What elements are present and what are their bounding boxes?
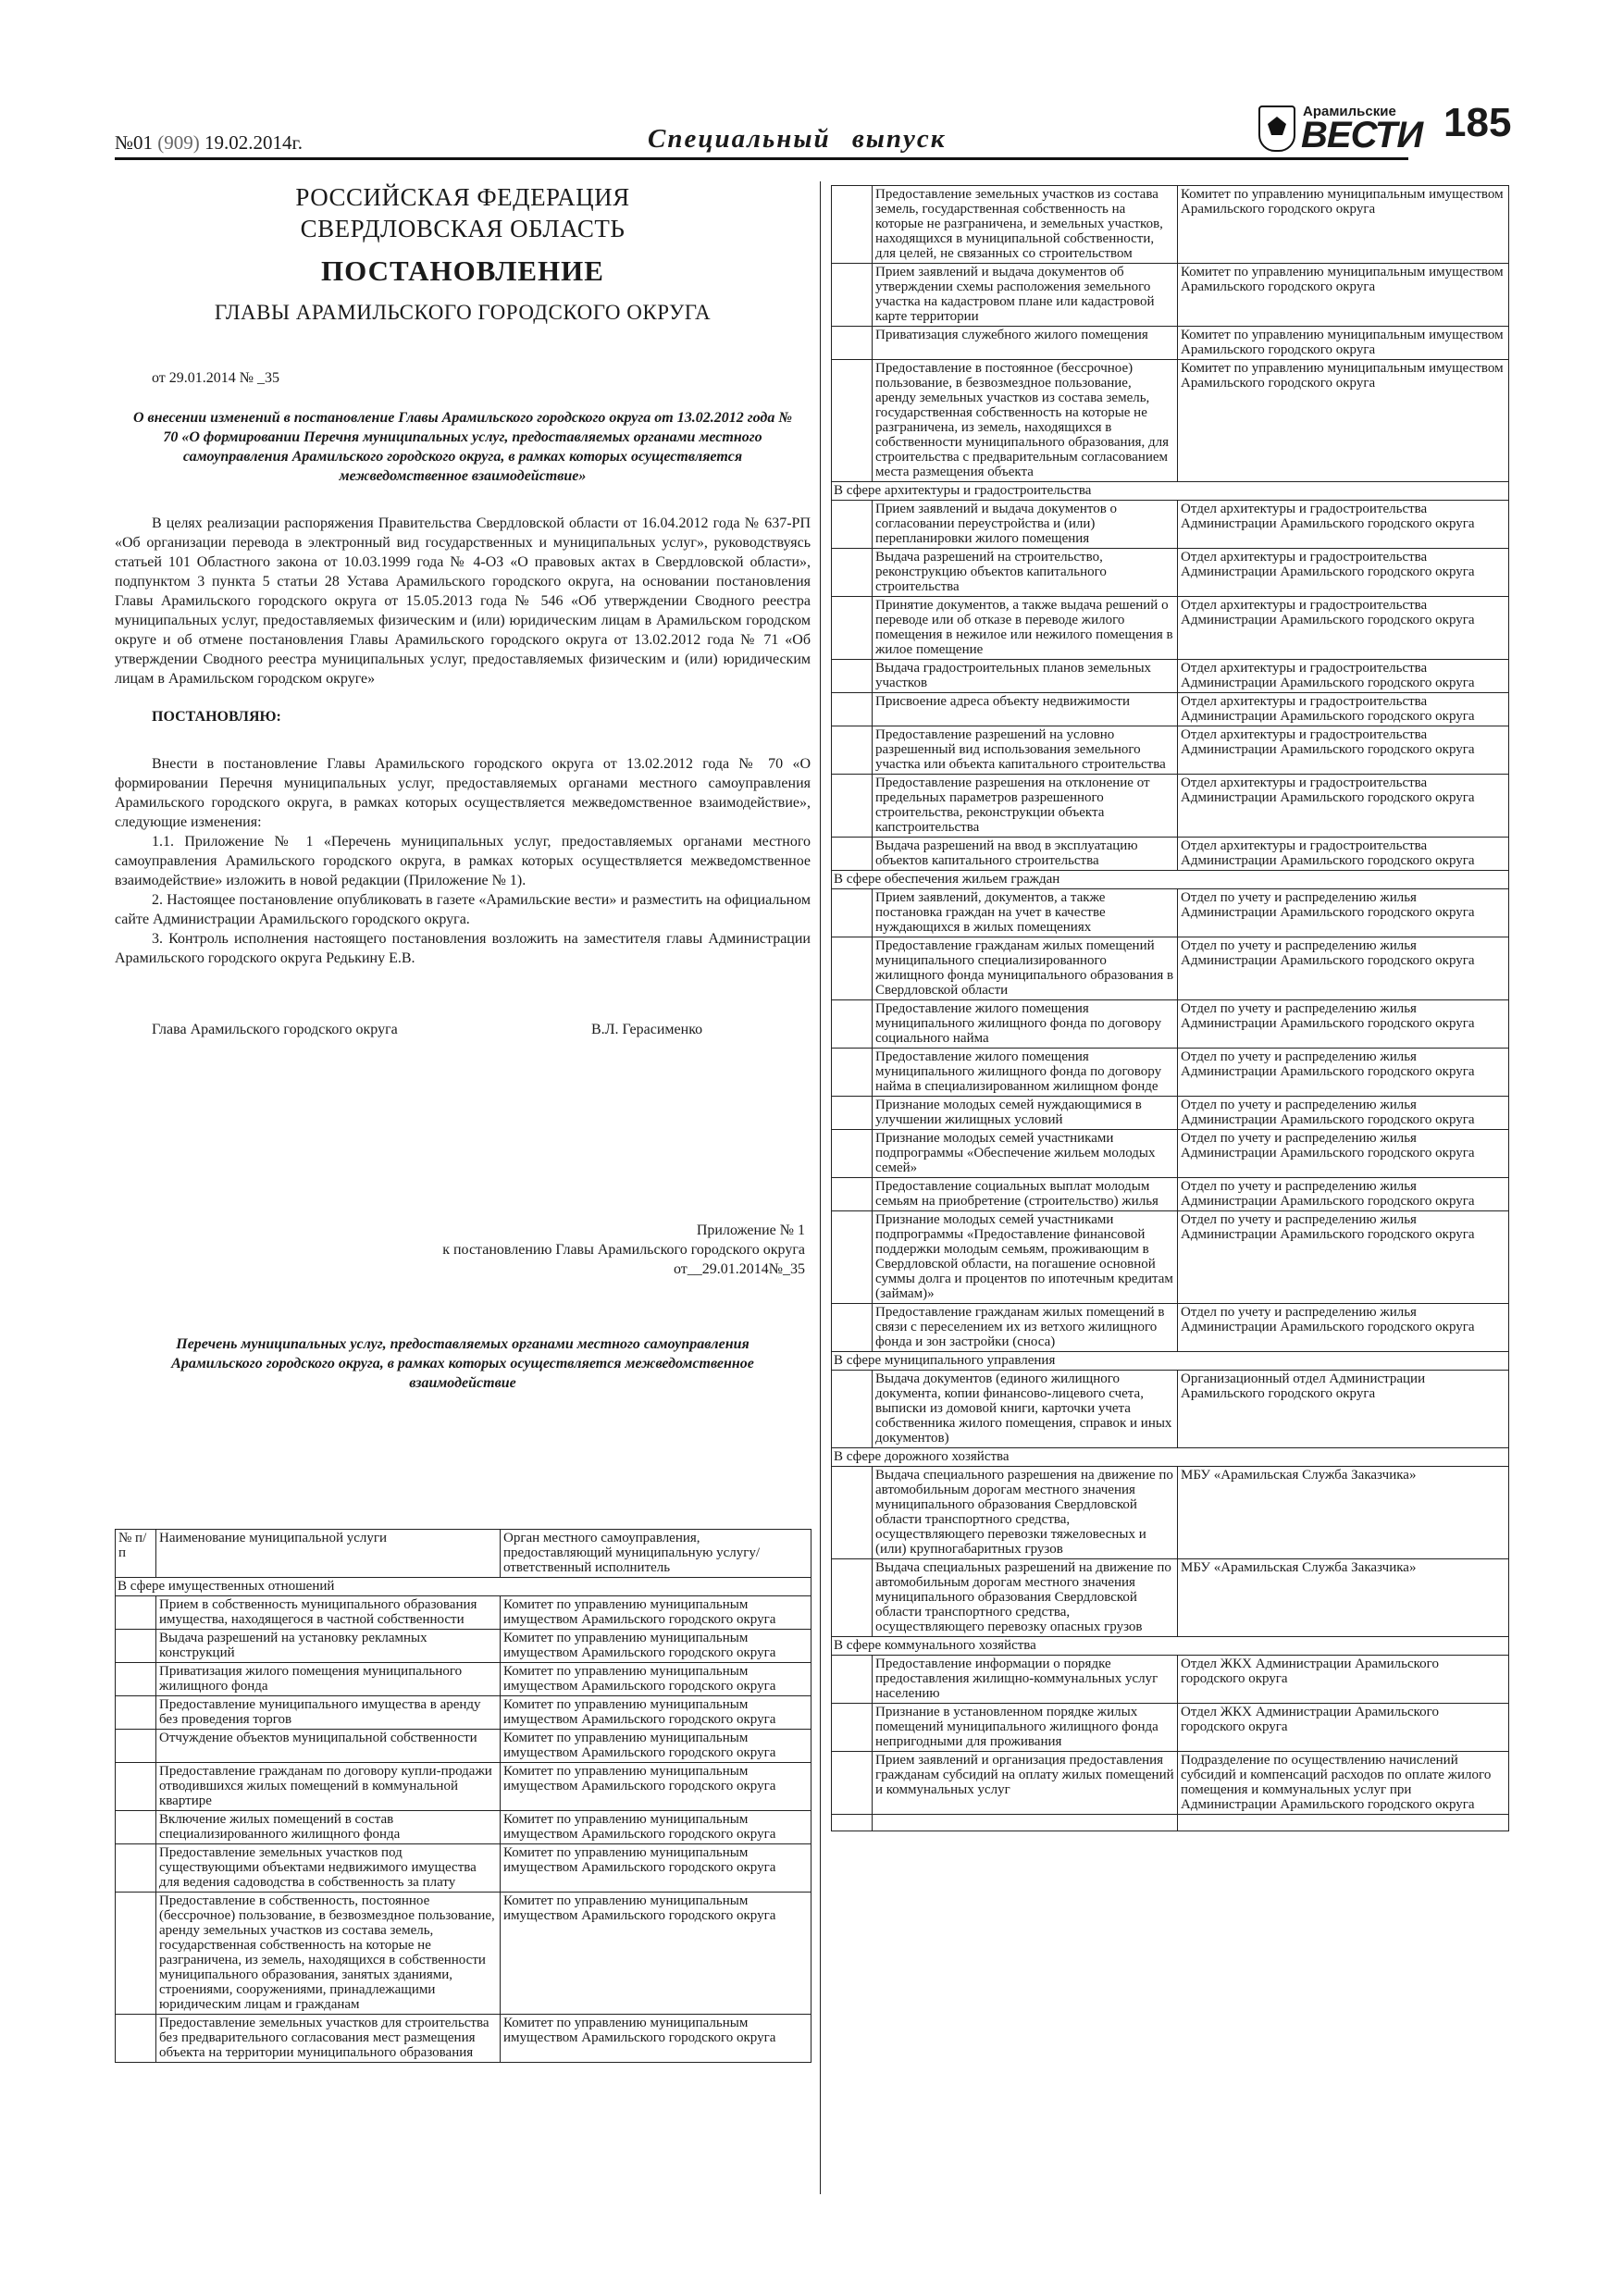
table-row <box>832 775 1509 838</box>
issue-date: 19.02.2014г. <box>204 131 304 154</box>
table-row <box>832 1656 1509 1704</box>
table-row <box>832 726 1509 775</box>
section-row <box>832 1637 1509 1656</box>
responsible-org: Отдел по учету и распределению жилья Администрации Арамильского городского округа <box>1178 1049 1509 1097</box>
responsible-org: Отдел архитектуры и градостроительства Администрации Арамильского городского округа <box>1178 775 1509 838</box>
table-row <box>116 1893 812 2015</box>
row-number <box>116 2015 156 2063</box>
service-name: Предоставление информации о порядке предоставления жилищно-коммунальных услуг населению <box>873 1656 1178 1704</box>
responsible-org: Комитет по управлению муниципальным имуществом Арамильского городского округа <box>1178 264 1509 327</box>
service-name: Прием заявлений и выдача документов о согласовании переустройства и (или) перепланировки жилого помещения <box>873 501 1178 549</box>
row-number <box>832 1559 873 1637</box>
service-name: Выдача документов (единого жилищного документа, копии финансово-лицевого счета, выписки из домовой книги, карточки учета собственника жилого помещения, справок и иных документов) <box>873 1371 1178 1448</box>
signature-name: В.Л. Герасименко <box>591 1022 703 1037</box>
column-divider <box>820 181 821 2194</box>
section-row <box>116 1578 812 1596</box>
table-row <box>832 937 1509 1000</box>
row-number <box>832 1467 873 1559</box>
responsible-org: Комитет по управлению муниципальным имуществом Арамильского городского округа <box>501 1663 812 1696</box>
row-number <box>832 1000 873 1049</box>
service-name: Признание молодых семей участниками подпрограммы «Обеспечение жильем молодых семей» <box>873 1130 1178 1178</box>
row-number <box>116 1893 156 2015</box>
row-number <box>832 1656 873 1704</box>
services-list-title: Перечень муниципальных услуг, предоставляемых органами местного самоуправления Арамильского городского округа, в рамках которых осуществляется межведомственное взаимодействие <box>171 1336 754 1391</box>
appendix-reference <box>115 1221 811 1279</box>
table-row <box>116 1844 812 1893</box>
table-row <box>832 1097 1509 1130</box>
row-number <box>832 1815 873 1831</box>
table-row <box>832 1467 1509 1559</box>
table-row <box>116 1730 812 1763</box>
responsible-org: Комитет по управлению муниципальным имуществом Арамильского городского округа <box>501 1811 812 1844</box>
clause-2: 2. Настоящее постановление опубликовать в газете «Арамильские вести» и разместить на официальном сайте Администрации Арамильского городского округа. <box>115 892 811 927</box>
responsible-org: Отдел по учету и распределению жилья Администрации Арамильского городского округа <box>1178 1130 1509 1178</box>
table-row <box>116 1630 812 1663</box>
service-name: Предоставление земельных участков из состава земель, государственная собственность на которые не разграничена, и земельных участков, находящихся в муниципальной собственности, для целей, не связанных со строительством <box>873 186 1178 264</box>
table-row <box>832 660 1509 693</box>
table-row <box>832 1704 1509 1752</box>
responsible-org <box>1178 1815 1509 1831</box>
header-service: Наименование муниципальной услуги <box>156 1530 501 1578</box>
responsible-org: Комитет по управлению муниципальным имуществом Арамильского городского округа <box>501 1893 812 2015</box>
row-number <box>116 1844 156 1893</box>
row-number <box>832 1178 873 1211</box>
appendix-line-3: от__29.01.2014№_35 <box>673 1261 805 1277</box>
responsible-org: Отдел по учету и распределению жилья Администрации Арамильского городского округа <box>1178 1211 1509 1304</box>
responsible-org: Комитет по управлению муниципальным имуществом Арамильского городского округа <box>1178 186 1509 264</box>
clause-3: 3. Контроль исполнения настоящего постановления возложить на заместителя главы Администрации Арамильского городского округа Редькину Е.В. <box>115 931 811 966</box>
appendix-line-1: Приложение № 1 <box>696 1222 805 1238</box>
responsible-org: Отдел архитектуры и градостроительства Администрации Арамильского городского округа <box>1178 501 1509 549</box>
service-name: Выдача разрешений на ввод в эксплуатацию объектов капитального строительства <box>873 838 1178 871</box>
row-number <box>832 1752 873 1815</box>
responsible-org: Комитет по управлению муниципальным имуществом Арамильского городского округа <box>501 2015 812 2063</box>
service-name: Признание молодых семей участниками подпрограммы «Предоставление финансовой поддержки молодым семьям, проживающим в Свердловской области, на погашение основной суммы долга и процентов по ипотечным кредитам (займам)» <box>873 1211 1178 1304</box>
responsible-org: Отдел по учету и распределению жилья Администрации Арамильского городского округа <box>1178 889 1509 937</box>
section-title: В сфере муниципального управления <box>832 1352 1509 1371</box>
row-number <box>832 327 873 360</box>
issue-info <box>115 131 303 155</box>
table-row <box>832 1178 1509 1211</box>
service-name: Прием заявлений, документов, а также постановка граждан на учет в качестве нуждающихся в жилых помещениях <box>873 889 1178 937</box>
row-number <box>116 1730 156 1763</box>
service-name: Предоставление в собственность, постоянное (бессрочное) пользование, в безвозмездное пользование, аренду земельных участков из состава земель, государственная собственность на которые не разграничена, из земель, находящихся в собственности муниципального образования, занятых зданиями, строениями, сооружениями, принадлежащими юридическим лицам и гражданам <box>156 1893 501 2015</box>
section-row <box>832 1448 1509 1467</box>
table-row <box>832 1211 1509 1304</box>
responsible-org: Отдел архитектуры и градостроительства Администрации Арамильского городского округа <box>1178 838 1509 871</box>
table-row <box>832 1371 1509 1448</box>
service-name: Приватизация служебного жилого помещения <box>873 327 1178 360</box>
section-row <box>832 871 1509 889</box>
table-row <box>832 597 1509 660</box>
service-name: Прием заявлений и выдача документов об утверждении схемы расположения земельного участка на кадастровом плане или кадастровой карте территории <box>873 264 1178 327</box>
table-row <box>116 1596 812 1630</box>
responsible-org: Отдел по учету и распределению жилья Администрации Арамильского городского округа <box>1178 1097 1509 1130</box>
responsible-org: Отдел по учету и распределению жилья Администрации Арамильского городского округа <box>1178 1178 1509 1211</box>
service-name: Присвоение адреса объекту недвижимости <box>873 693 1178 726</box>
header-num: № п/п <box>116 1530 156 1578</box>
services-table-left-body <box>116 1530 812 2063</box>
header-country: РОССИЙСКАЯ ФЕДЕРАЦИЯ <box>295 183 630 211</box>
logo-small-text: Арамильские <box>1303 104 1396 119</box>
service-name: Предоставление разрешения на отклонение от предельных параметров разрешенного строительства, реконструкции объекта капстроительства <box>873 775 1178 838</box>
service-name: Признание в установленном порядке жилых помещений муниципального жилищного фонда непригодными для проживания <box>873 1704 1178 1752</box>
doc-issuer: ГЛАВЫ АРАМИЛЬСКОГО ГОРОДСКОГО ОКРУГА <box>214 301 712 324</box>
row-number <box>832 597 873 660</box>
row-number <box>832 889 873 937</box>
doc-type: ПОСТАНОВЛЕНИЕ <box>321 254 604 287</box>
row-number <box>832 549 873 597</box>
service-name: Принятие документов, а также выдача решений о переводе или об отказе в переводе жилого помещения в нежилое или нежилого помещения в жилое помещение <box>873 597 1178 660</box>
section-title: В сфере имущественных отношений <box>116 1578 812 1596</box>
responsible-org: Комитет по управлению муниципальным имуществом Арамильского городского округа <box>1178 360 1509 482</box>
responsible-org: Отдел по учету и распределению жилья Администрации Арамильского городского округа <box>1178 1000 1509 1049</box>
responsible-org: Комитет по управлению муниципальным имуществом Арамильского городского округа <box>501 1596 812 1630</box>
service-name: Включение жилых помещений в состав специализированного жилищного фонда <box>156 1811 501 1844</box>
service-name: Выдача градостроительных планов земельных участков <box>873 660 1178 693</box>
newspaper-logo <box>1258 100 1423 157</box>
table-row <box>832 1752 1509 1815</box>
responsible-org: Отдел архитектуры и градостроительства Администрации Арамильского городского округа <box>1178 597 1509 660</box>
service-name: Предоставление гражданам жилых помещений муниципального специализированного жилищного фонда муниципального образования в Свердловской области <box>873 937 1178 1000</box>
service-name: Прием в собственность муниципального образования имущества, находящегося в частной собственности <box>156 1596 501 1630</box>
service-name: Предоставление в постоянное (бессрочное) пользование, в безвозмездное пользование, аренду земельных участков из состава земель, государственная собственность на которые не разграничена, из земель, находящихся в собственности муниципального образования, для строительства с предварительным согласованием места размещения объекта <box>873 360 1178 482</box>
appendix-line-2: к постановлению Главы Арамильского городского округа <box>442 1242 805 1258</box>
row-number <box>832 1211 873 1304</box>
row-number <box>832 264 873 327</box>
table-row <box>116 2015 812 2063</box>
coat-of-arms-icon <box>1258 105 1295 152</box>
row-number <box>116 1663 156 1696</box>
service-name: Предоставление социальных выплат молодым семьям на приобретение (строительство) жилья <box>873 1178 1178 1211</box>
service-name: Предоставление земельных участков для строительства без предварительного согласования мест размещения объекта на территории муниципального образования <box>156 2015 501 2063</box>
responsible-org: Подразделение по осуществлению начислений субсидий и компенсаций расходов по оплате жилого помещения и коммунальных услуг при Администрации Арамильского городского округа <box>1178 1752 1509 1815</box>
row-number <box>832 693 873 726</box>
row-number <box>116 1696 156 1730</box>
issue-number-old: (909) <box>157 131 200 154</box>
service-name: Предоставление разрешений на условно разрешенный вид использования земельного участка или объекта капитального строительства <box>873 726 1178 775</box>
responsible-org: Отдел архитектуры и градостроительства Администрации Арамильского городского округа <box>1178 660 1509 693</box>
responsible-org: Отдел по учету и распределению жилья Администрации Арамильского городского округа <box>1178 937 1509 1000</box>
row-number <box>832 1097 873 1130</box>
preamble: В целях реализации распоряжения Правительства Свердловской области от 16.04.2012 года № 637-РП «Об организации перевода в электронный вид государственных и муниципальных услуг», руководствуясь статьей 101 Областного закона от 10.03.1999 года № 4-ОЗ «О правовых актах в Свердловской области», подпунктом 3 пункта 5 статьи 28 Устава Арамильского городского округа, на основании постановления Главы Арамильского городского округа от 15.05.2013 года № 546 «Об утверждении Сводного реестра муниципальных услуг, предоставляемых физическим и (или) юридическим лицам в Арамильском городском округе и об отмене постановления Главы Арамильского городского округа от 13.02.2012 года № 71 «Об утверждении Сводного реестра муниципальных услуг, предоставляемых физическим и (или) юридическим лицам в Арамильском городском округе» <box>115 515 811 687</box>
table-row <box>116 1663 812 1696</box>
header-rule <box>115 157 1408 160</box>
table-row <box>832 889 1509 937</box>
responsible-org: Комитет по управлению муниципальным имуществом Арамильского городского округа <box>1178 327 1509 360</box>
table-row <box>832 501 1509 549</box>
responsible-org: Отдел архитектуры и градостроительства Администрации Арамильского городского округа <box>1178 726 1509 775</box>
table-row <box>832 838 1509 871</box>
row-number <box>832 501 873 549</box>
row-number <box>832 726 873 775</box>
table-row <box>116 1696 812 1730</box>
service-name: Предоставление жилого помещения муниципального жилищного фонда по договору найма в специализированном жилищном фонде <box>873 1049 1178 1097</box>
page-number: 185 <box>1443 100 1512 145</box>
responsible-org: Отдел архитектуры и градостроительства Администрации Арамильского городского округа <box>1178 693 1509 726</box>
issue-number: №01 <box>115 131 154 154</box>
row-number <box>116 1630 156 1663</box>
service-name: Выдача специальных разрешений на движение по автомобильным дорогам местного значения муниципального образования Свердловской области транспортного средства, осуществляющего перевозку опасных грузов <box>873 1559 1178 1637</box>
service-name <box>873 1815 1178 1831</box>
header-org: Орган местного самоуправления, предоставляющий муниципальную услугу/ ответственный исполнитель <box>501 1530 812 1578</box>
responsible-org: Комитет по управлению муниципальным имуществом Арамильского городского округа <box>501 1844 812 1893</box>
section-title: В сфере обеспечения жильем граждан <box>832 871 1509 889</box>
table-row <box>116 1763 812 1811</box>
responsible-org: Отдел ЖКХ Администрации Арамильского городского округа <box>1178 1704 1509 1752</box>
doc-date-number: от 29.01.2014 № _35 <box>152 370 280 386</box>
row-number <box>832 660 873 693</box>
service-name: Предоставление гражданам жилых помещений в связи с переселением их из ветхого жилищного фонда и зон застройки (сноса) <box>873 1304 1178 1352</box>
signature-block <box>115 1020 811 1039</box>
section-row <box>832 482 1509 501</box>
section-title: Специальный выпуск <box>648 124 947 154</box>
service-name: Предоставление гражданам по договору купли-продажи отводившихся жилых помещений в коммунальной квартире <box>156 1763 501 1811</box>
row-number <box>832 1049 873 1097</box>
services-table-right <box>831 185 1509 1831</box>
decree-word: ПОСТАНОВЛЯЮ: <box>152 709 281 725</box>
table-row <box>832 1049 1509 1097</box>
service-name: Выдача разрешений на установку рекламных конструкций <box>156 1630 501 1663</box>
table-row <box>832 693 1509 726</box>
clause-intro: Внести в постановление Главы Арамильского городского округа от 13.02.2012 года № 70 «О формировании Перечня муниципальных услуг, предоставляемых органами местного самоуправления Арамильского городского округа, в рамках которых осуществляется межведомственное взаимодействие», следующие изменения: <box>115 756 811 830</box>
table-row <box>832 1130 1509 1178</box>
responsible-org: Комитет по управлению муниципальным имуществом Арамильского городского округа <box>501 1730 812 1763</box>
row-number <box>832 1704 873 1752</box>
service-name: Выдача разрешений на строительство, реконструкцию объектов капитального строительства <box>873 549 1178 597</box>
services-table-right-body <box>832 186 1509 1831</box>
responsible-org: Отдел ЖКХ Администрации Арамильского городского округа <box>1178 1656 1509 1704</box>
row-number <box>832 360 873 482</box>
row-number <box>832 1371 873 1448</box>
responsible-org: МБУ «Арамильская Служба Заказчика» <box>1178 1467 1509 1559</box>
section-title: В сфере дорожного хозяйства <box>832 1448 1509 1467</box>
table-row <box>832 1815 1509 1831</box>
section-title: В сфере архитектуры и градостроительства <box>832 482 1509 501</box>
table-row <box>832 1559 1509 1637</box>
row-number <box>832 1130 873 1178</box>
table-row <box>832 1304 1509 1352</box>
table-row <box>832 1000 1509 1049</box>
service-name: Приватизация жилого помещения муниципального жилищного фонда <box>156 1663 501 1696</box>
table-row <box>116 1811 812 1844</box>
row-number <box>116 1763 156 1811</box>
service-name: Отчуждение объектов муниципальной собственности <box>156 1730 501 1763</box>
clause-1-1: 1.1. Приложение № 1 «Перечень муниципальных услуг, предоставляемых органами местного самоуправления Арамильского городского округа, в рамках которых осуществляется межведомственное взаимодействие» изложить в новой редакции (Приложение № 1). <box>115 834 811 888</box>
responsible-org: МБУ «Арамильская Служба Заказчика» <box>1178 1559 1509 1637</box>
service-name: Предоставление жилого помещения муниципального жилищного фонда по договору социального найма <box>873 1000 1178 1049</box>
table-header-row <box>116 1530 812 1578</box>
section-row <box>832 1352 1509 1371</box>
responsible-org: Отдел архитектуры и градостроительства Администрации Арамильского городского округа <box>1178 549 1509 597</box>
table-row <box>832 327 1509 360</box>
table-row <box>832 360 1509 482</box>
row-number <box>116 1811 156 1844</box>
responsible-org: Комитет по управлению муниципальным имуществом Арамильского городского округа <box>501 1630 812 1663</box>
service-name: Предоставление муниципального имущества в аренду без проведения торгов <box>156 1696 501 1730</box>
row-number <box>832 937 873 1000</box>
responsible-org: Комитет по управлению муниципальным имуществом Арамильского городского округа <box>501 1696 812 1730</box>
service-name: Прием заявлений и организация предоставления гражданам субсидий на оплату жилых помещений и коммунальных услуг <box>873 1752 1178 1815</box>
doc-subject: О внесении изменений в постановление Главы Арамильского городского округа от 13.02.2012 года № 70 «О формировании Перечня муниципальных услуг, предоставляемых органами местного самоуправления Арамильского городского округа, в рамках которых осуществляется межведомственное взаимодействие» <box>132 410 793 484</box>
signature-title: Глава Арамильского городского округа <box>152 1022 398 1037</box>
row-number <box>116 1596 156 1630</box>
decree-document <box>115 181 811 1393</box>
table-row <box>832 549 1509 597</box>
table-row <box>832 186 1509 264</box>
header-region: СВЕРДЛОВСКАЯ ОБЛАСТЬ <box>300 215 626 242</box>
responsible-org: Отдел по учету и распределению жилья Администрации Арамильского городского округа <box>1178 1304 1509 1352</box>
services-table-left <box>115 1529 812 2063</box>
table-row <box>832 264 1509 327</box>
service-name: Предоставление земельных участков под существующими объектами недвижимого имущества для ведения садоводства в собственность за плату <box>156 1844 501 1893</box>
responsible-org: Организационный отдел Администрации Арамильского городского округа <box>1178 1371 1509 1448</box>
row-number <box>832 775 873 838</box>
section-title: В сфере коммунального хозяйства <box>832 1637 1509 1656</box>
row-number <box>832 1304 873 1352</box>
row-number <box>832 838 873 871</box>
row-number <box>832 186 873 264</box>
service-name: Выдача специального разрешения на движение по автомобильным дорогам местного значения муниципального образования Свердловской области транспортного средства, осуществляющего перевозки тяжеловесных и (или) крупногабаритных грузов <box>873 1467 1178 1559</box>
service-name: Признание молодых семей нуждающимися в улучшении жилищных условий <box>873 1097 1178 1130</box>
responsible-org: Комитет по управлению муниципальным имуществом Арамильского городского округа <box>501 1763 812 1811</box>
logo-big-text: ВЕСТИ <box>1301 115 1423 155</box>
